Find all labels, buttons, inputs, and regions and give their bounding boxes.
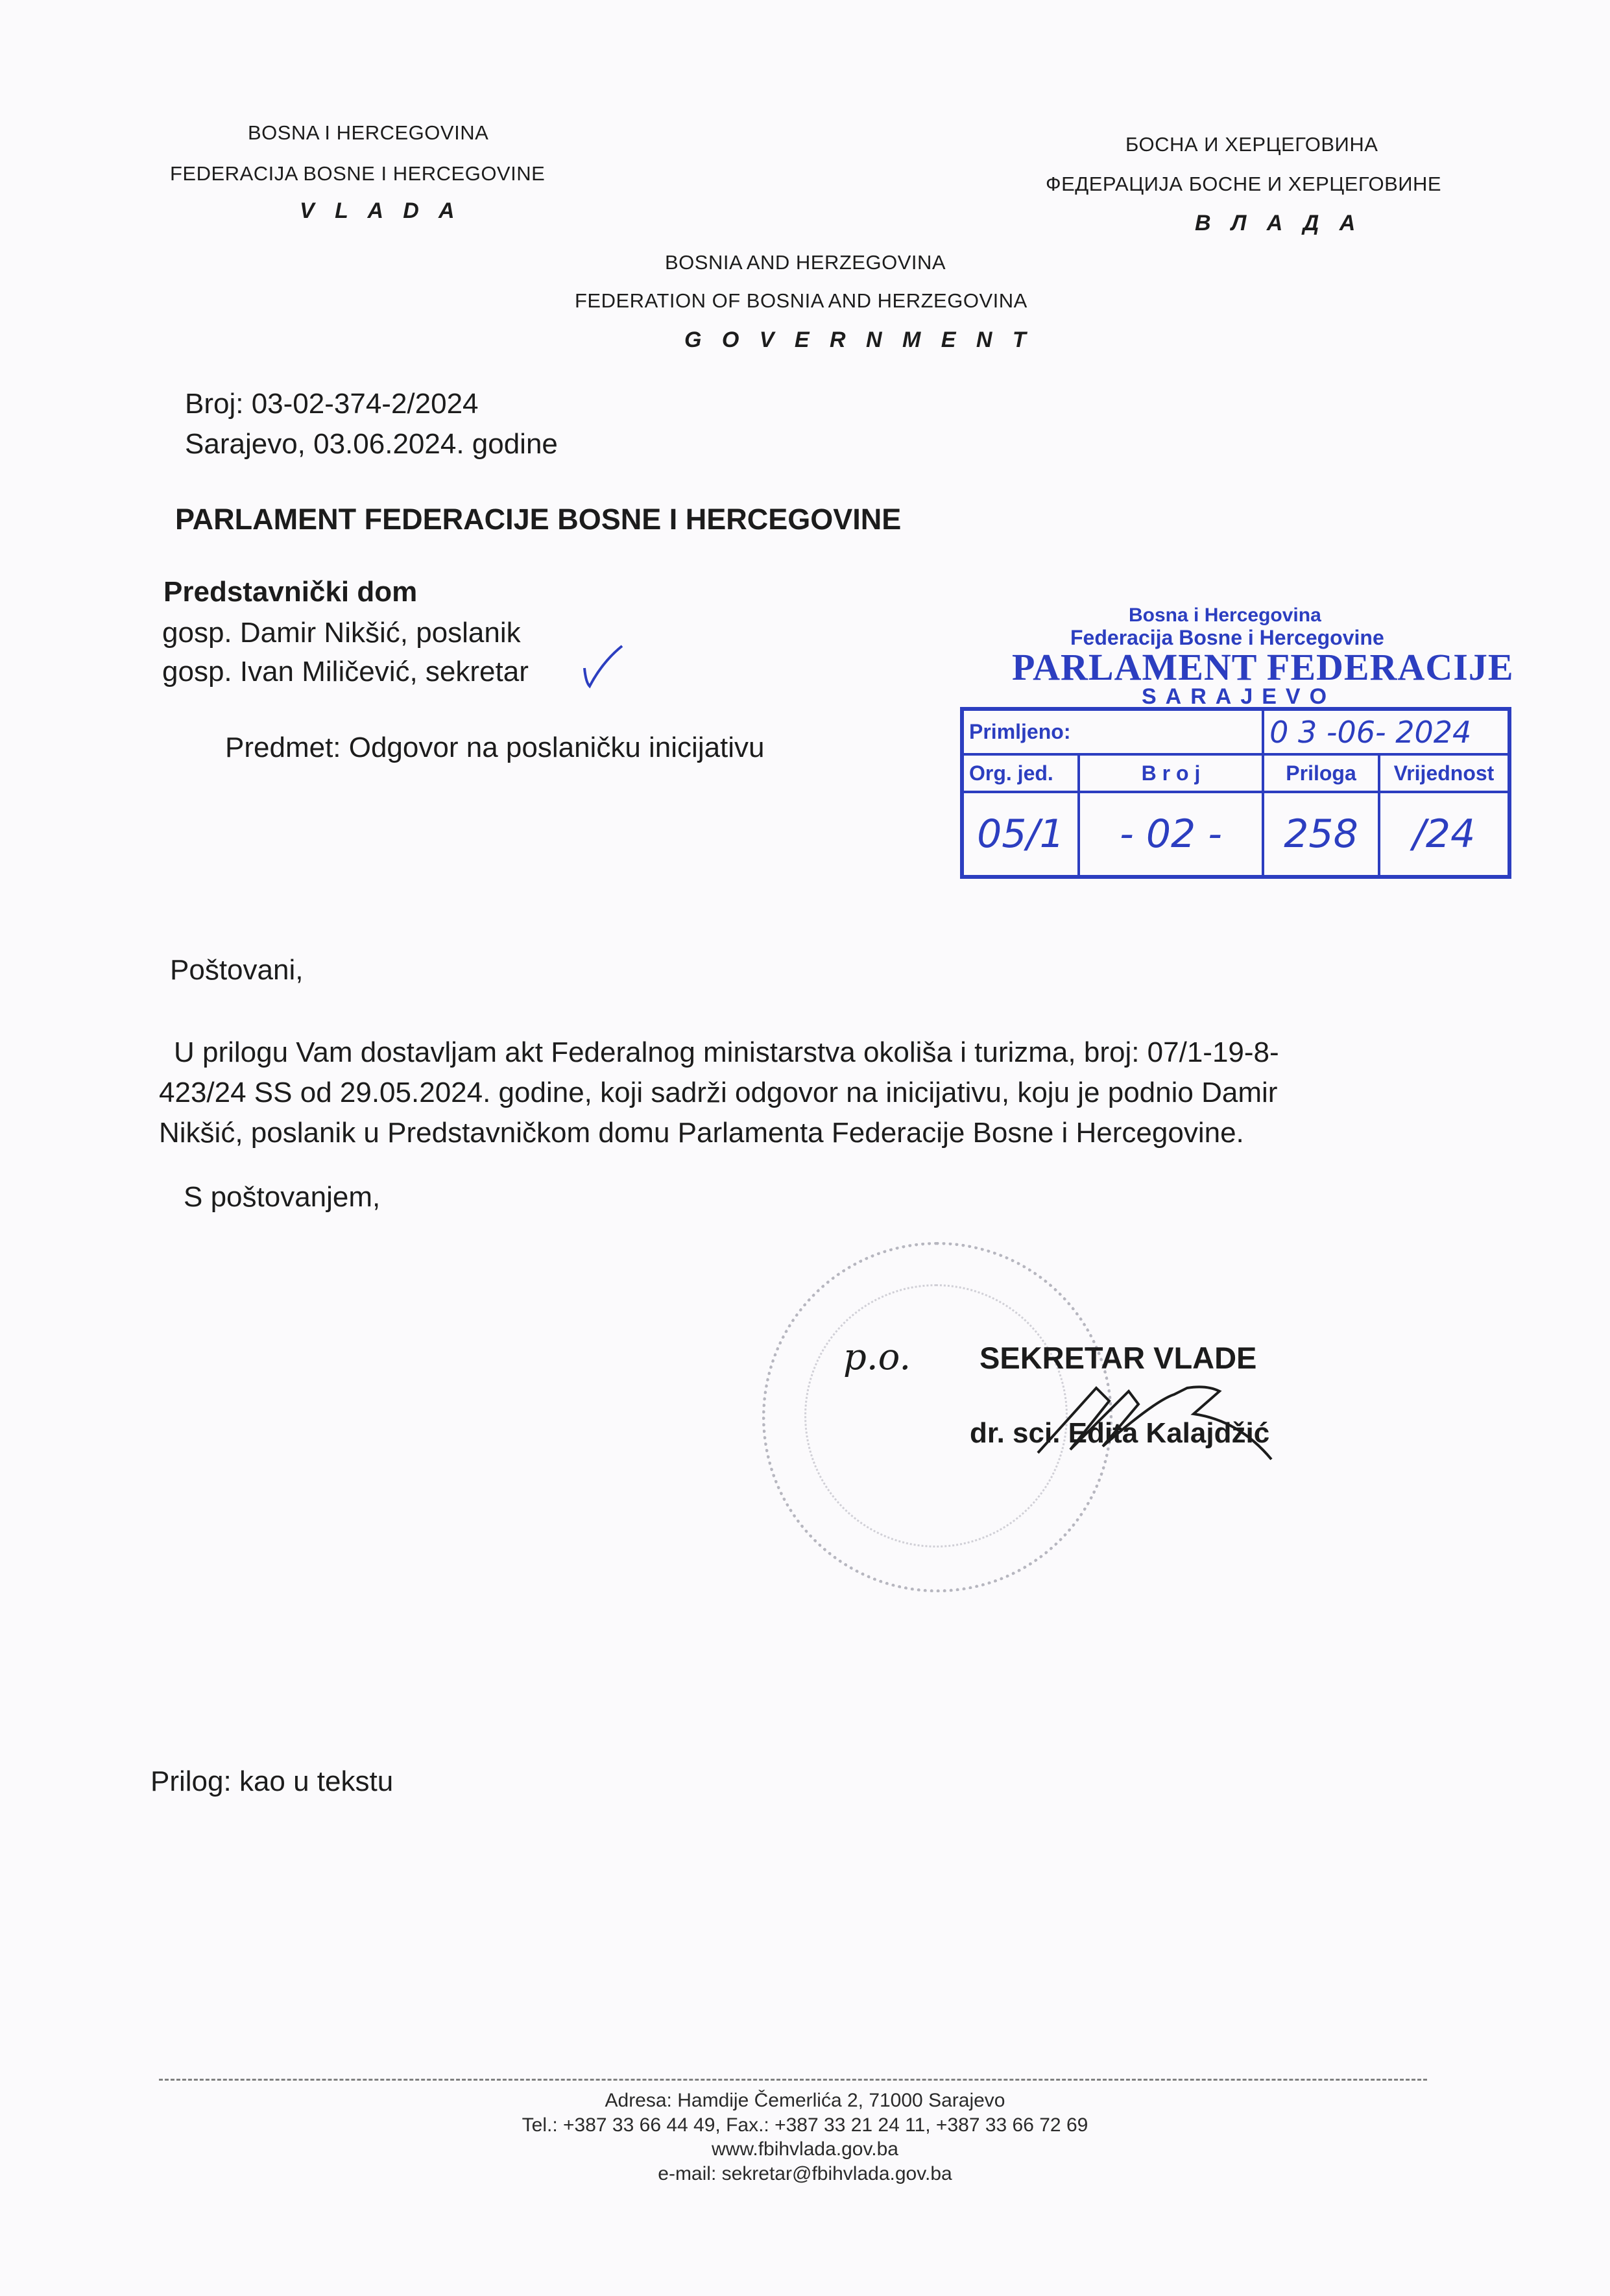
header-right-federation: ФЕДЕРАЦИЈА БОСНЕ И ХЕРЦЕГОВИНЕ bbox=[1046, 173, 1442, 195]
header-right-government: В Л А Д А bbox=[1195, 211, 1363, 235]
stamp-value-year: /24 bbox=[1379, 792, 1509, 877]
header-left-government: V L A D A bbox=[300, 198, 462, 223]
header-center-government: G O V E R N M E N T bbox=[684, 328, 1033, 352]
stamp-city: SARAJEVO bbox=[1142, 684, 1336, 709]
body-line-2: 423/24 SS od 29.05.2024. godine, koji sadrži odgovor na inicijativu, koju je podnio Damir bbox=[159, 1077, 1278, 1108]
checkmark-icon bbox=[581, 642, 626, 691]
signature-name: dr. sci. Edita Kalajdžić bbox=[970, 1417, 1270, 1449]
header-center-federation: FEDERATION OF BOSNIA AND HERZEGOVINA bbox=[575, 289, 1027, 312]
signature-title: SEKRETAR VLADE bbox=[979, 1341, 1257, 1375]
received-stamp bbox=[947, 590, 1518, 879]
closing: S poštovanjem, bbox=[184, 1181, 381, 1213]
footer-email: e-mail: sekretar@fbihvlada.gov.ba bbox=[658, 2163, 952, 2184]
header-left-country: BOSNA I HERCEGOVINA bbox=[248, 121, 489, 144]
stamp-col-value: Vrijednost bbox=[1379, 754, 1509, 792]
recipient-line-2: gosp. Ivan Miličević, sekretar bbox=[162, 656, 529, 688]
stamp-received-label: Primljeno: bbox=[962, 709, 1263, 754]
recipient-title: PARLAMENT FEDERACIJE BOSNE I HERCEGOVINE bbox=[175, 503, 902, 536]
reference-number: Broj: 03-02-374-2/2024 bbox=[185, 388, 479, 420]
signature-po: p.o. bbox=[843, 1336, 911, 1378]
body-line-3: Nikšić, poslanik u Predstavničkom domu Parlamenta Federacije Bosne i Hercegovine. bbox=[159, 1117, 1244, 1149]
stamp-col-org-unit: Org. jed. bbox=[962, 754, 1079, 792]
footer-phone: Tel.: +387 33 66 44 49, Fax.: +387 33 21 24 11, +387 33 66 72 69 bbox=[522, 2114, 1088, 2136]
header-left-federation: FEDERACIJA BOSNE I HERCEGOVINE bbox=[170, 162, 546, 185]
header-center-country: BOSNIA AND HERZEGOVINA bbox=[665, 251, 946, 274]
recipient-line-1: gosp. Damir Nikšić, poslanik bbox=[162, 617, 521, 649]
stamp-received-date: 0 3 -06- 2024 bbox=[1263, 709, 1509, 754]
attachment-note: Prilog: kao u tekstu bbox=[150, 1765, 394, 1797]
stamp-value-attachments: 258 bbox=[1263, 792, 1379, 877]
reference-date: Sarajevo, 03.06.2024. godine bbox=[185, 428, 558, 460]
stamp-value-number: - 02 - bbox=[1079, 792, 1263, 877]
stamp-col-attachments: Priloga bbox=[1263, 754, 1379, 792]
body-line-1: U prilogu Vam dostavljam akt Federalnog ministarstva okoliša i turizma, broj: 07/1-19-8- bbox=[174, 1036, 1279, 1068]
stamp-country: Bosna i Hercegovina bbox=[1129, 604, 1321, 626]
subject-line: Predmet: Odgovor na poslaničku inicijativu bbox=[225, 732, 765, 763]
stamp-parliament: PARLAMENT FEDERACIJE bbox=[1012, 646, 1514, 688]
greeting: Poštovani, bbox=[170, 954, 304, 986]
stamp-registry-table bbox=[960, 707, 1511, 879]
footer-divider bbox=[159, 2079, 1427, 2081]
stamp-col-number: B r o j bbox=[1079, 754, 1263, 792]
footer-address: Adresa: Hamdije Čemerlića 2, 71000 Sarajevo bbox=[605, 2090, 1005, 2111]
stamp-value-org-unit: 05/1 bbox=[962, 792, 1079, 877]
footer-website: www.fbihvlada.gov.ba bbox=[712, 2138, 898, 2160]
recipient-house: Predstavnički dom bbox=[163, 576, 418, 608]
header-right-country: БОСНА И ХЕРЦЕГОВИНА bbox=[1125, 133, 1378, 156]
stamp-federation: Federacija Bosne i Hercegovine bbox=[1070, 626, 1384, 649]
handwritten-signature-icon bbox=[1025, 1375, 1297, 1466]
